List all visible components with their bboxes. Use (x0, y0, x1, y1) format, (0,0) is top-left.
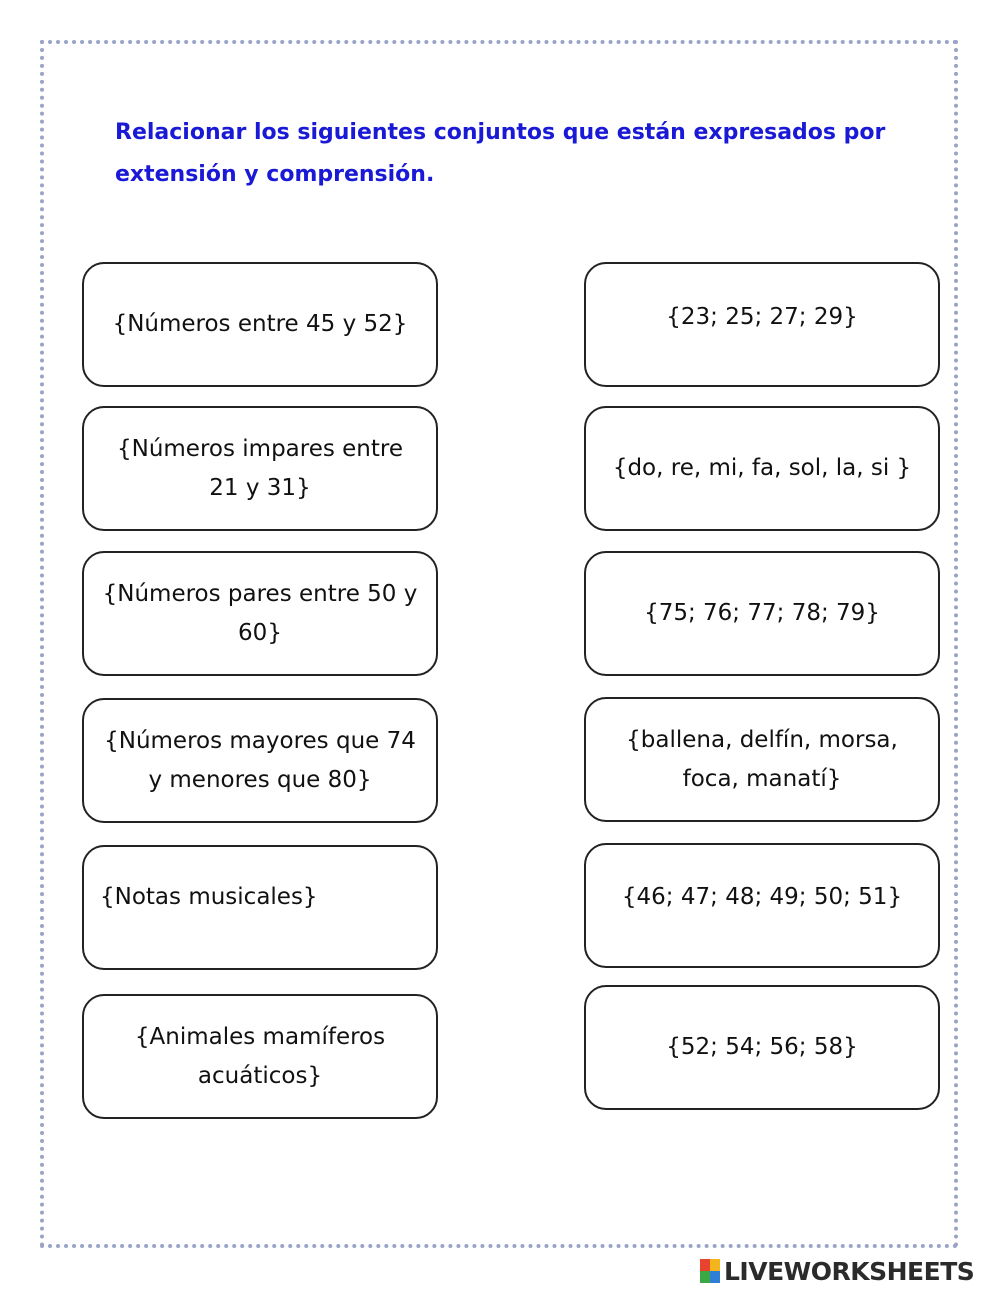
right-card-6[interactable] (584, 985, 940, 1110)
right-card-3[interactable] (584, 551, 940, 676)
liveworksheets-logo-icon (700, 1259, 720, 1283)
instruction-text: Relacionar los siguientes conjuntos que están expresados por extensión y comprensión. (115, 120, 886, 187)
right-card-1[interactable] (584, 262, 940, 387)
left-card-1-text: {Números entre 45 y 52} (112, 311, 408, 337)
right-card-5[interactable] (584, 843, 940, 968)
left-card-5[interactable] (82, 845, 438, 970)
right-card-4[interactable] (584, 697, 940, 822)
brand-name: LIVEWORKSHEETS (724, 1256, 975, 1286)
right-card-6-text: {52; 54; 56; 58} (666, 1034, 858, 1060)
left-card-6-text: {Animales mamíferos acuáticos} (134, 1023, 386, 1089)
logo-cell-yellow (710, 1259, 720, 1271)
left-card-4-text: {Números mayores que 74 y menores que 80} (104, 727, 416, 793)
left-card-4[interactable] (82, 698, 438, 823)
liveworksheets-brand (700, 1257, 974, 1285)
logo-cell-blue (710, 1271, 720, 1283)
right-card-2-text: {do, re, mi, fa, sol, la, si } (612, 455, 912, 481)
logo-cell-red (700, 1259, 710, 1271)
right-card-2[interactable] (584, 406, 940, 531)
right-card-4-text: {ballena, delfín, morsa, foca, manatí} (626, 726, 898, 792)
left-card-1[interactable] (82, 262, 438, 387)
left-card-2[interactable] (82, 406, 438, 531)
logo-cell-green (700, 1271, 710, 1283)
left-card-2-text: {Números impares entre 21 y 31} (116, 435, 404, 501)
right-card-3-text: {75; 76; 77; 78; 79} (644, 600, 880, 626)
left-card-5-text: {Notas musicales} (100, 884, 318, 910)
left-card-3-text: {Números pares entre 50 y 60} (102, 580, 418, 646)
right-card-1-text: {23; 25; 27; 29} (666, 304, 858, 330)
left-card-6[interactable] (82, 994, 438, 1119)
right-card-5-text: {46; 47; 48; 49; 50; 51} (621, 884, 903, 910)
left-card-3[interactable] (82, 551, 438, 676)
